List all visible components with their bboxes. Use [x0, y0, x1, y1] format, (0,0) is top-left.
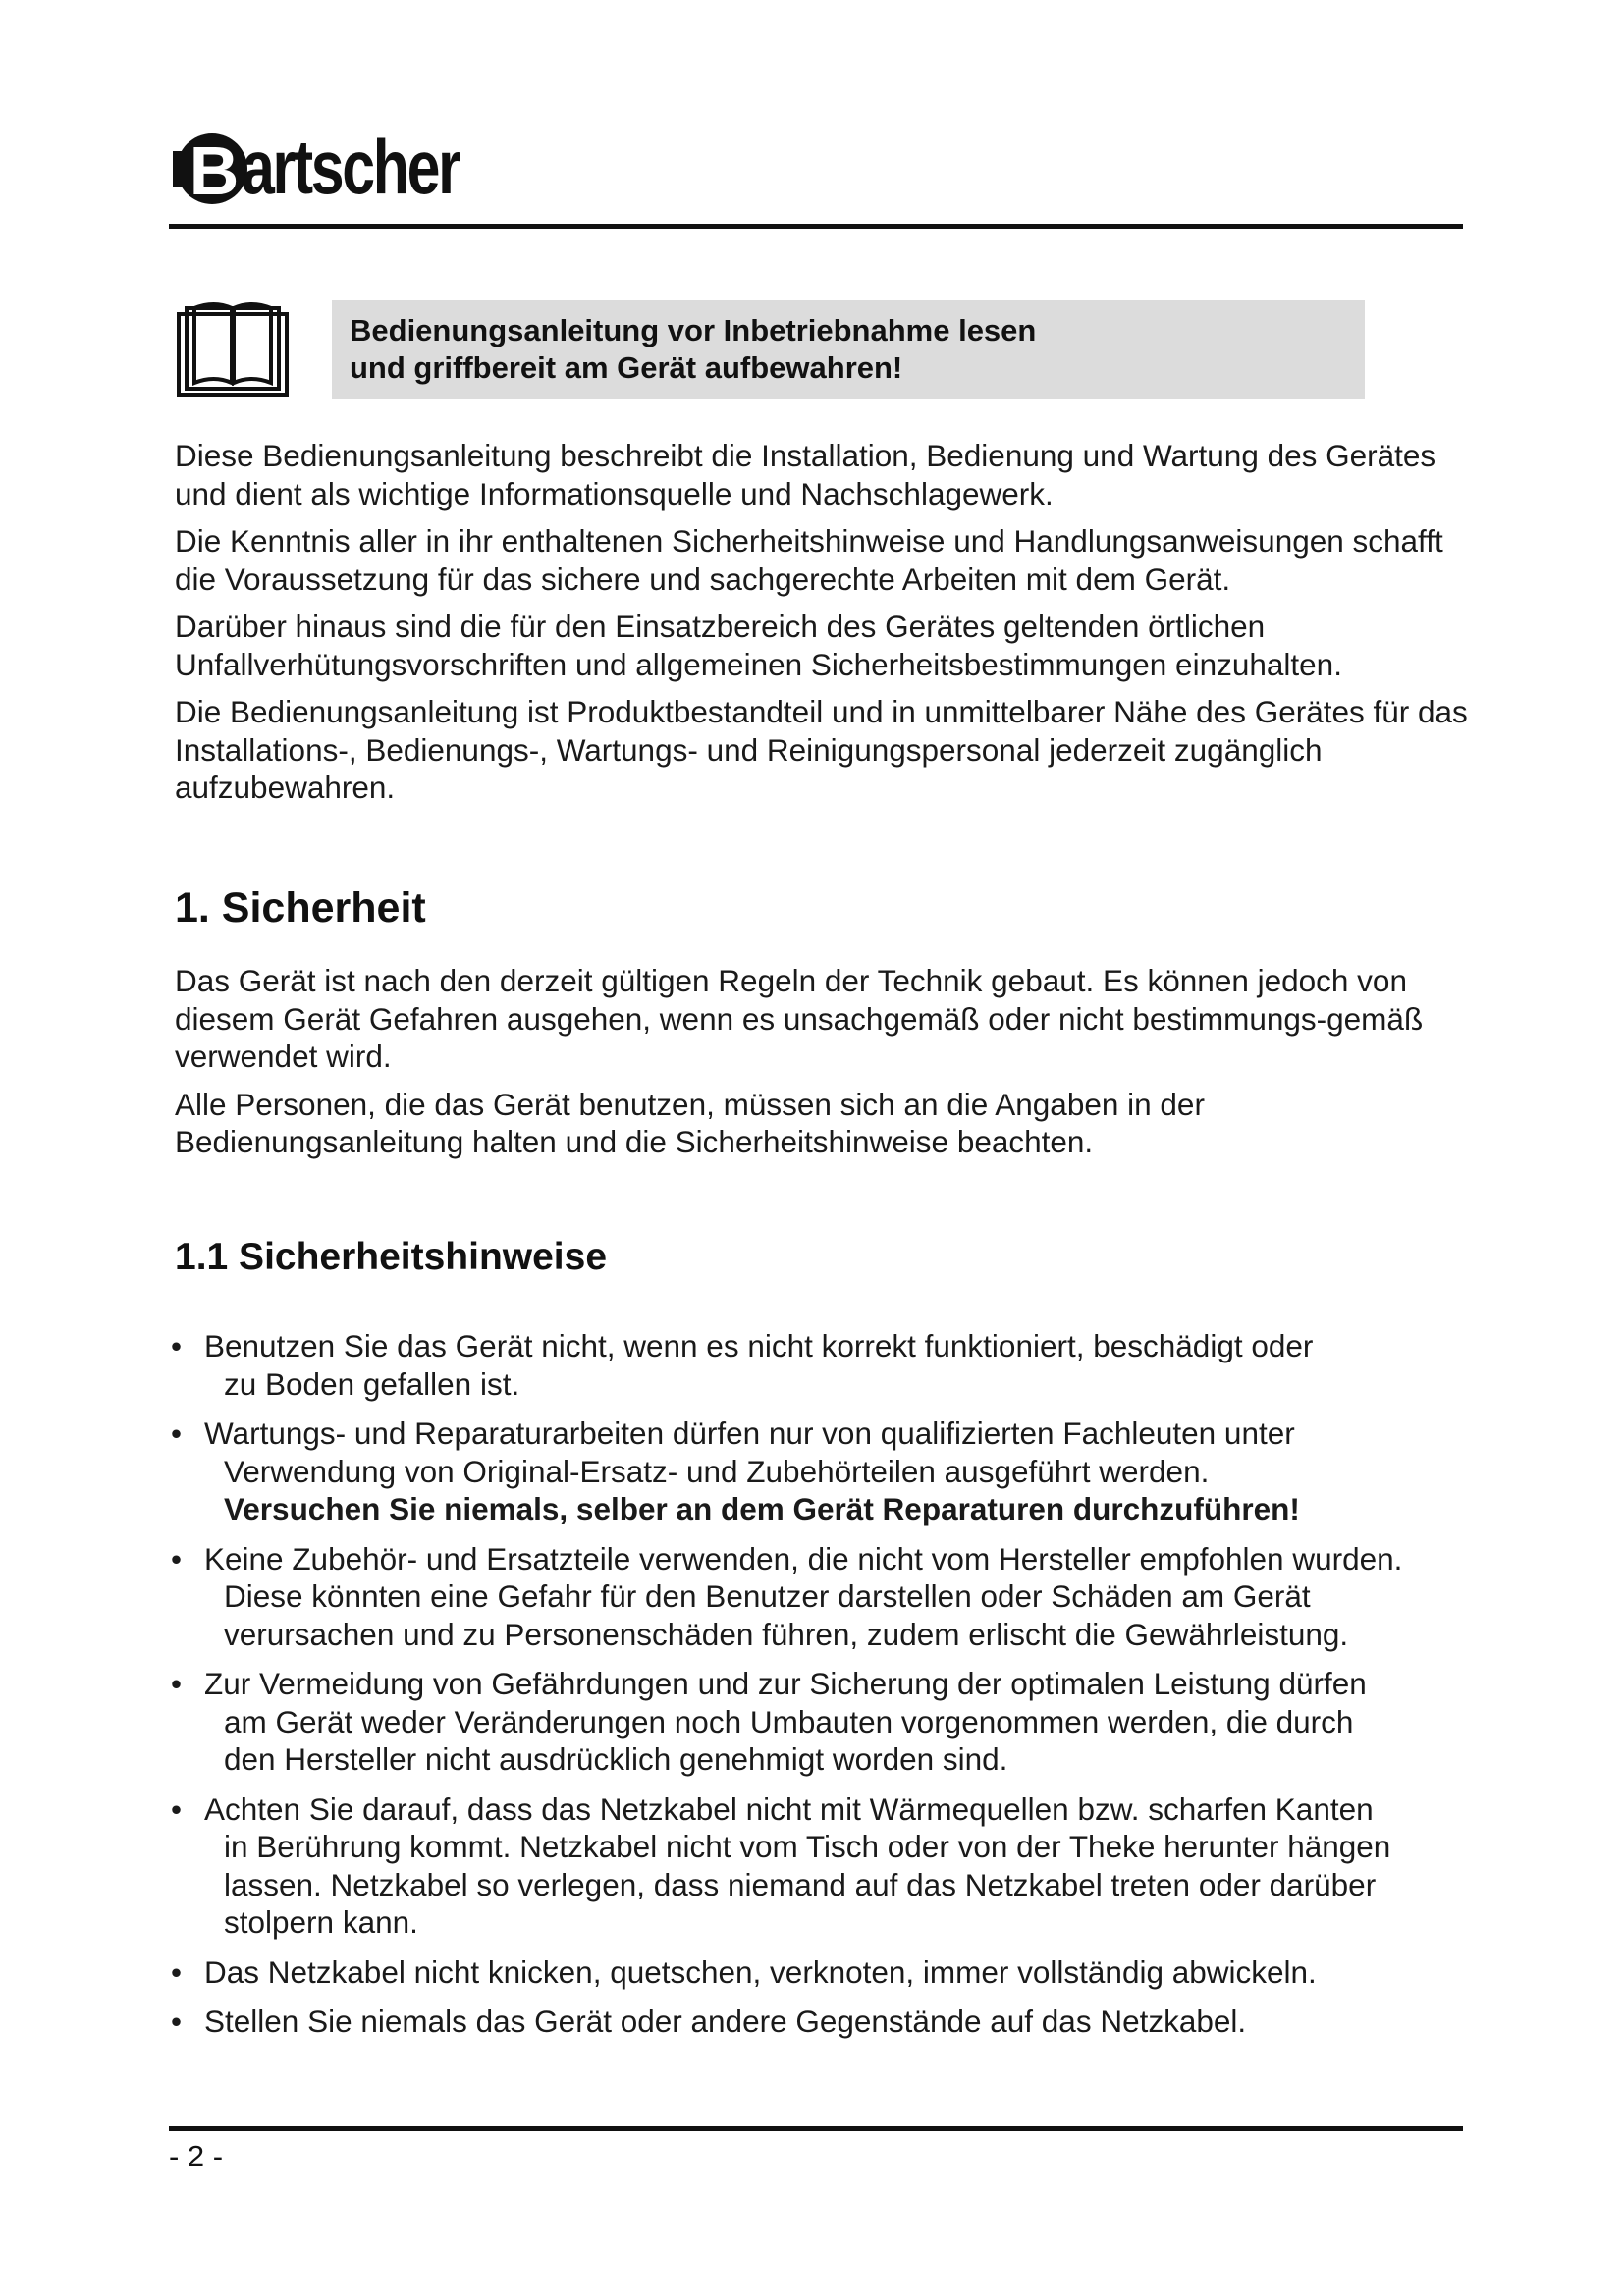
notice-line-2: und griffbereit am Gerät aufbewahren! — [350, 350, 903, 385]
bullet-icon: • — [171, 1415, 183, 1451]
list-item-line: den Hersteller nicht ausdrücklich genehmigt worden sind. — [224, 1741, 1008, 1777]
intro-paragraph: Darüber hinaus sind die für den Einsatzbereich des Gerätes geltenden örtlichen Unfallverhütungsvorschriften und allgemeinen Sicherheitsbestimmungen einzuhalten. — [175, 609, 1342, 682]
list-item — [169, 1665, 1504, 1779]
list-item-line: Benutzen Sie das Gerät nicht, wenn es nicht korrekt funktioniert, beschädigt oder — [204, 1328, 1314, 1363]
list-item-line: stolpern kann. — [224, 1904, 418, 1940]
logo-emblem-icon — [173, 122, 251, 216]
list-item — [169, 1415, 1504, 1528]
notice-line-1: Bedienungsanleitung vor Inbetriebnahme lesen — [350, 313, 1037, 347]
list-item-line: in Berührung kommt. Netzkabel nicht vom Tisch oder von der Theke herunter hängen — [224, 1829, 1391, 1864]
intro-text — [175, 437, 1490, 817]
list-item-line: Wartungs- und Reparaturarbeiten dürfen nur von qualifizierten Fachleuten unter — [204, 1415, 1295, 1451]
list-item-line: zu Boden gefallen ist. — [224, 1365, 520, 1402]
header-rule — [169, 224, 1463, 229]
list-item-line: lassen. Netzkabel so verlegen, dass niemand auf das Netzkabel treten oder darüber — [224, 1866, 1377, 1902]
list-item-line: Verwendung von Original-Ersatz- und Zubehörteilen ausgeführt werden. — [224, 1453, 1210, 1489]
section-heading-safety: 1. Sicherheit — [175, 884, 426, 932]
intro-paragraph: Die Bedienungsanleitung ist Produktbestandteil und in unmittelbarer Nähe des Gerätes für das Installations-, Bedienungs-, Wartungs- und Reinigungspersonal jederzeit zugänglich aufzubewahren. — [175, 694, 1468, 805]
list-item-line: Das Netzkabel nicht knicken, quetschen, verknoten, immer vollständig abwickeln. — [204, 1953, 1317, 1990]
bullet-icon: • — [171, 2003, 183, 2039]
list-item — [169, 1540, 1504, 1654]
list-item-line: am Gerät weder Veränderungen noch Umbauten vorgenommen werden, die durch — [224, 1703, 1354, 1739]
list-item — [169, 1327, 1504, 1403]
section-1-text — [175, 962, 1490, 1171]
list-item-line: Diese könnten eine Gefahr für den Benutzer darstellen oder Schäden am Gerät — [224, 1578, 1311, 1614]
bullet-icon: • — [171, 1790, 183, 1827]
intro-paragraph: Die Kenntnis aller in ihr enthaltenen Sicherheitshinweise und Handlungsanweisungen schafft die Voraussetzung für das sichere und sachgerechte Arbeiten mit dem Gerät. — [175, 523, 1443, 597]
section-1-paragraph: Das Gerät ist nach den derzeit gültigen Regeln der Technik gebaut. Es können jedoch von diesem Gerät Gefahren ausgehen, wenn es unsachgemäß oder nicht bestimmungs-gemäß verwendet wird. — [175, 963, 1424, 1074]
list-item-line: Achten Sie darauf, dass das Netzkabel nicht mit Wärmequellen bzw. scharfen Kanten — [204, 1790, 1374, 1827]
bullet-icon: • — [171, 1328, 183, 1363]
intro-paragraph: Diese Bedienungsanleitung beschreibt die Installation, Bedienung und Wartung des Gerätes und dient als wichtige Informationsquelle und Nachschlagewerk. — [175, 438, 1436, 511]
section-heading-safety-notes: 1.1 Sicherheitshinweise — [175, 1236, 608, 1278]
bartscher-logo — [173, 122, 487, 220]
bullet-icon: • — [171, 1540, 183, 1576]
open-book-icon — [175, 300, 291, 399]
safety-notes-list — [169, 1327, 1504, 2053]
list-item-warning: Versuchen Sie niemals, selber an dem Gerät Reparaturen durchzuführen! — [224, 1491, 1300, 1526]
list-item — [169, 1790, 1504, 1942]
bullet-icon: • — [171, 1666, 183, 1701]
section-1-paragraph: Alle Personen, die das Gerät benutzen, müssen sich an die Angaben in der Bedienungsanleitung halten und die Sicherheitshinweise beachten. — [175, 1086, 1205, 1159]
list-item-line: Stellen Sie niemals das Gerät oder andere Gegenstände auf das Netzkabel. — [204, 2003, 1247, 2039]
reading-notice-box — [332, 300, 1365, 399]
logo-letter: B — [189, 133, 240, 209]
list-item — [169, 1953, 1504, 1992]
list-item — [169, 2002, 1504, 2041]
list-item-line: Zur Vermeidung von Gefährdungen und zur Sicherung der optimalen Leistung dürfen — [204, 1666, 1367, 1701]
bullet-icon: • — [171, 1953, 183, 1990]
logo-wordmark: artscher — [242, 124, 460, 210]
list-item-line: Keine Zubehör- und Ersatzteile verwenden, die nicht vom Hersteller empfohlen wurden. — [204, 1540, 1403, 1576]
page-number: - 2 - — [169, 2139, 224, 2173]
list-item-line: verursachen und zu Personenschäden führen, zudem erlischt die Gewährleistung. — [224, 1616, 1349, 1652]
footer-rule — [169, 2126, 1463, 2131]
